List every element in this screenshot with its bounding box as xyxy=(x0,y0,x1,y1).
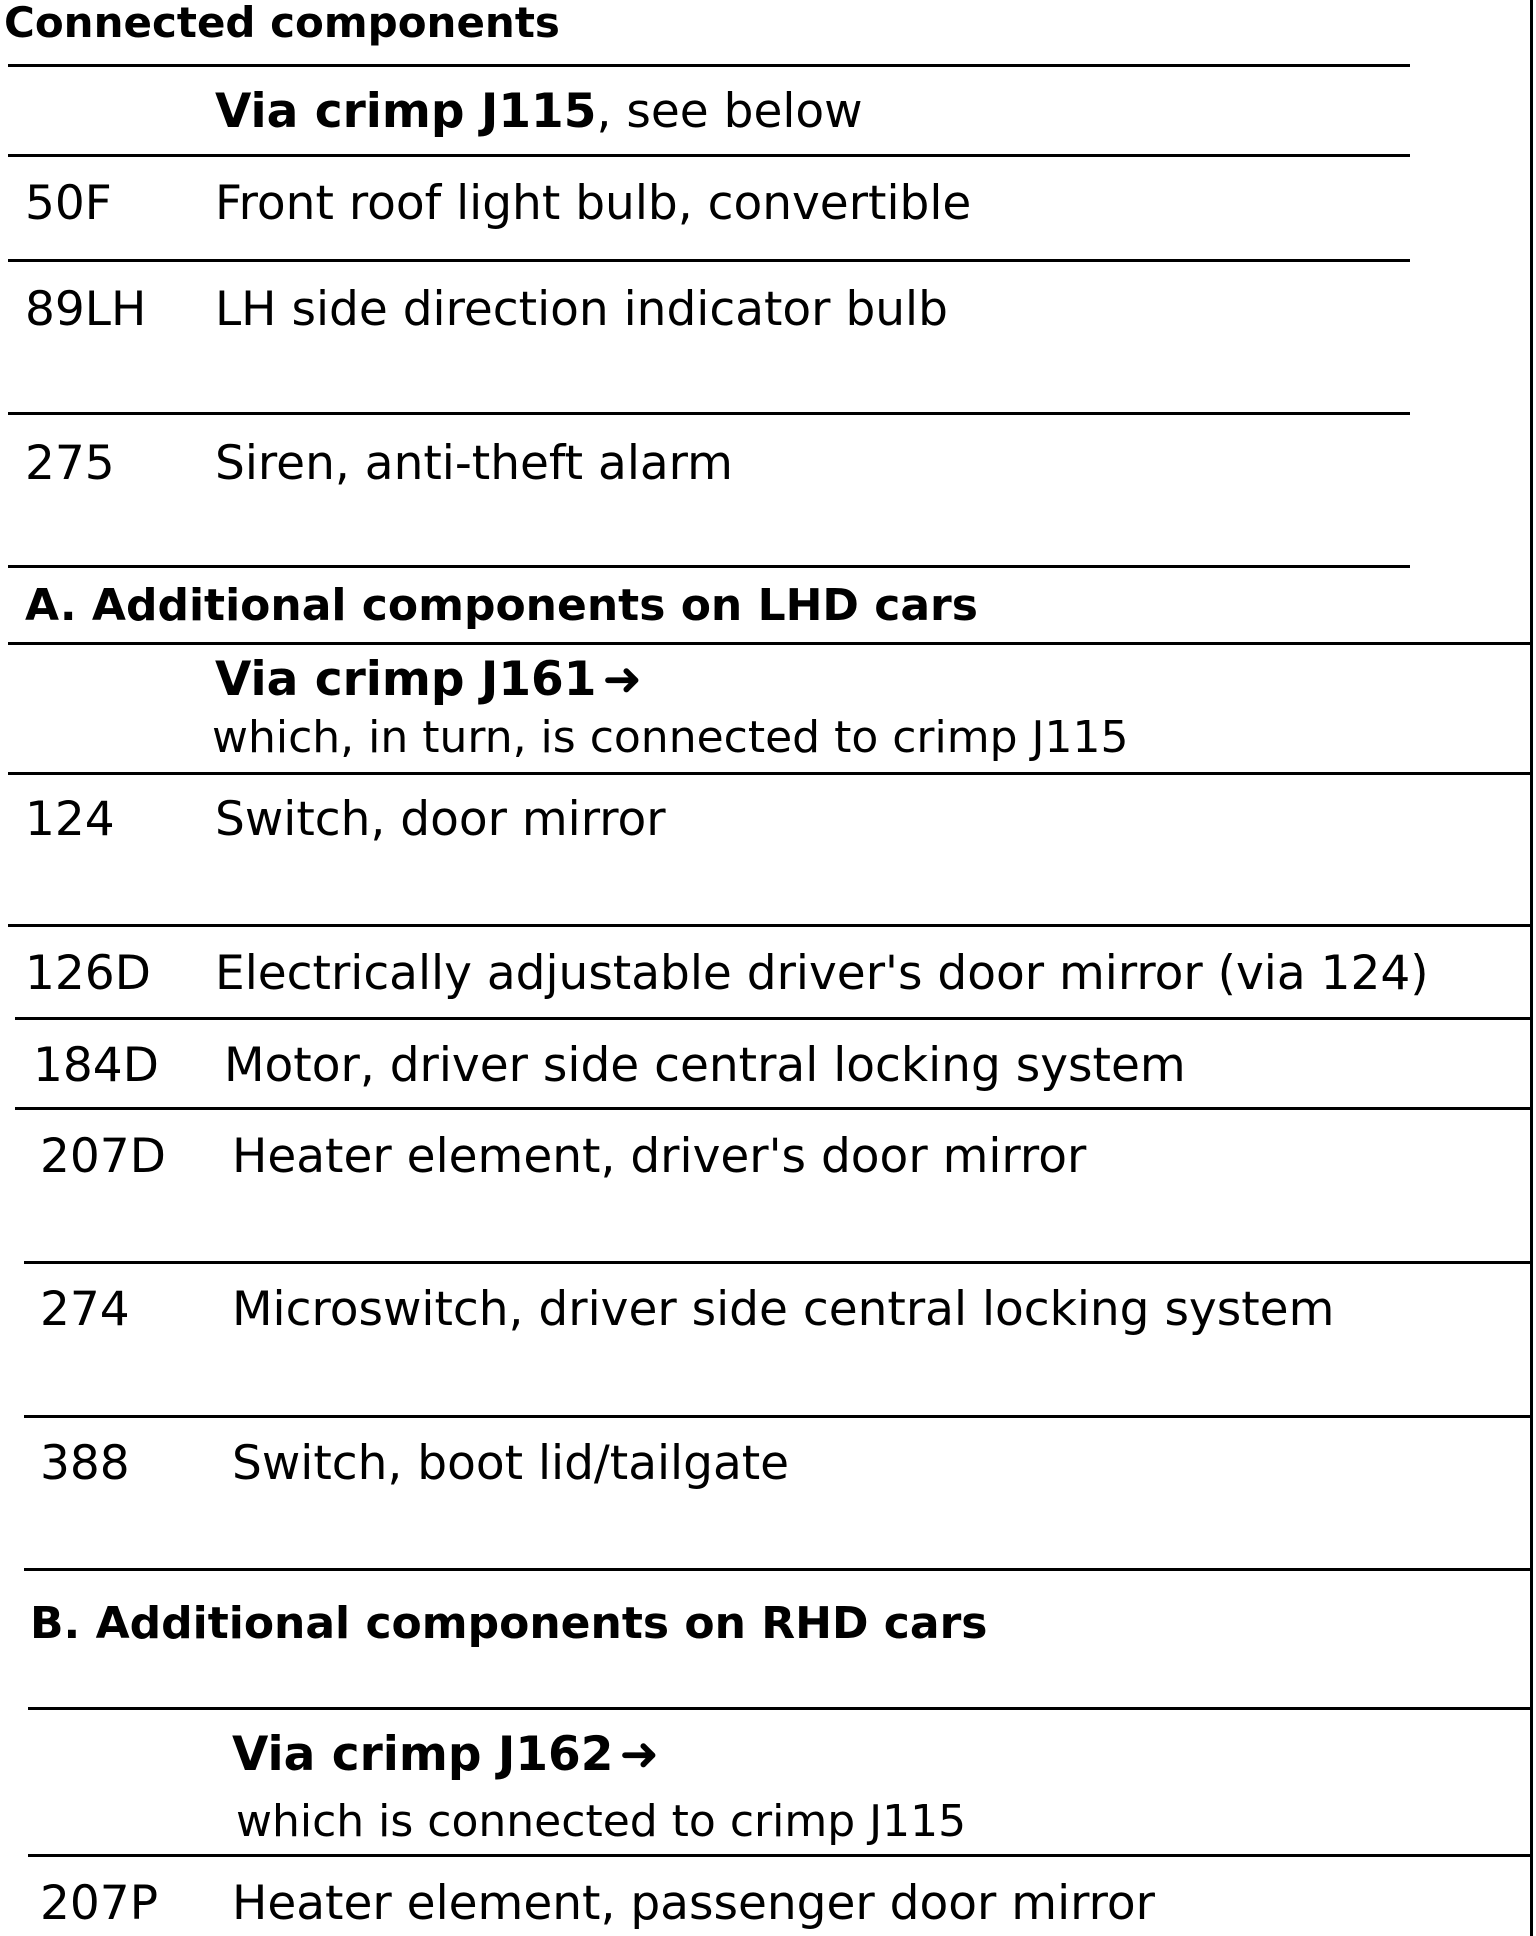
component-description: LH side direction indicator bulb xyxy=(215,282,948,337)
component-code: 89LH xyxy=(25,282,147,337)
component-description: Electrically adjustable driver's door mirror (via 124) xyxy=(215,946,1429,1001)
crimp-j115-note: , see below xyxy=(596,84,863,139)
component-description: Switch, boot lid/tailgate xyxy=(232,1436,790,1491)
component-description: Microswitch, driver side central locking system xyxy=(232,1282,1335,1337)
crimp-j115-row xyxy=(215,84,863,139)
component-code: 275 xyxy=(25,436,115,491)
divider xyxy=(8,259,1410,262)
divider xyxy=(15,1107,1532,1110)
divider xyxy=(28,1707,1532,1710)
divider xyxy=(8,64,1410,67)
divider xyxy=(8,924,1532,927)
arrow-right-icon: ➜ xyxy=(619,1727,659,1782)
divider xyxy=(8,154,1410,157)
section-b-title: B. Additional components on RHD cars xyxy=(30,1598,988,1649)
component-code: 124 xyxy=(25,792,115,847)
divider xyxy=(8,565,1410,568)
divider xyxy=(8,412,1410,415)
component-code: 184D xyxy=(33,1038,159,1093)
divider xyxy=(28,1854,1532,1857)
component-code: 207P xyxy=(40,1876,159,1931)
crimp-j161-row xyxy=(215,652,642,707)
component-code: 50F xyxy=(25,176,112,231)
crimp-j162-row xyxy=(232,1727,659,1782)
page-title: Connected components xyxy=(4,0,560,47)
divider xyxy=(8,772,1532,775)
crimp-j162-label: Via crimp J162 xyxy=(232,1727,614,1782)
crimp-j161-label: Via crimp J161 xyxy=(215,652,597,707)
arrow-right-icon: ➜ xyxy=(602,652,642,707)
component-description: Switch, door mirror xyxy=(215,792,666,847)
component-code: 388 xyxy=(40,1436,130,1491)
component-code: 207D xyxy=(40,1129,166,1184)
component-code: 274 xyxy=(40,1282,130,1337)
table-right-border xyxy=(1530,0,1533,1936)
component-description: Motor, driver side central locking system xyxy=(224,1038,1186,1093)
divider xyxy=(8,642,1532,645)
component-code: 126D xyxy=(25,946,151,1001)
crimp-j162-note: which is connected to crimp J115 xyxy=(236,1796,967,1847)
crimp-j161-note: which, in turn, is connected to crimp J115 xyxy=(212,712,1129,763)
divider xyxy=(24,1568,1532,1571)
component-description: Heater element, passenger door mirror xyxy=(232,1876,1155,1931)
crimp-j115-label: Via crimp J115 xyxy=(215,84,597,139)
component-description: Front roof light bulb, convertible xyxy=(215,176,972,231)
divider xyxy=(15,1017,1532,1020)
component-description: Siren, anti-theft alarm xyxy=(215,436,733,491)
section-a-title: A. Additional components on LHD cars xyxy=(25,580,978,631)
component-description: Heater element, driver's door mirror xyxy=(232,1129,1087,1184)
divider xyxy=(24,1261,1532,1264)
divider xyxy=(24,1415,1532,1418)
